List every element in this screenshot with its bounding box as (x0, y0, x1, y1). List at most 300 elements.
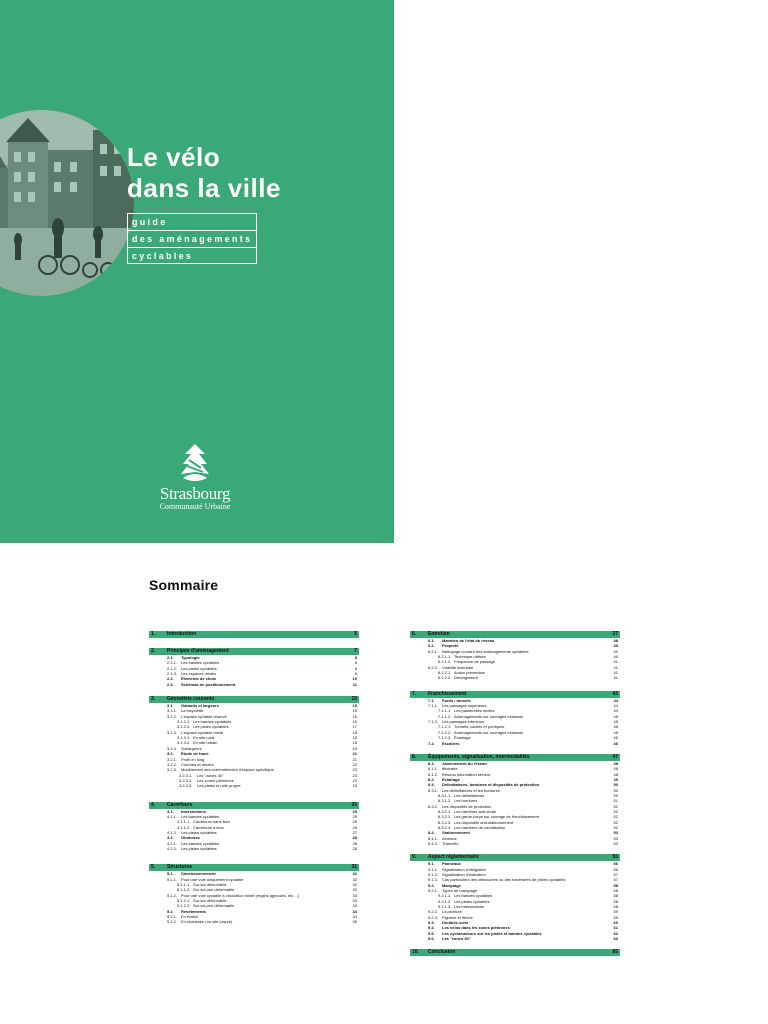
toc-entry-page: 48 (613, 766, 618, 772)
toc-entry-number: 8.1.2. (428, 771, 439, 777)
toc-entry-title: Dimensionnement (181, 871, 216, 877)
toc-entry-number: 5.2.1. (167, 914, 178, 920)
toc-entry-page: 62 (613, 930, 618, 936)
toc-entry-number: 9.2.1. (428, 888, 439, 894)
toc-entry-title: Les délimitateurs (454, 792, 485, 798)
toc-entry-title: Les pistes cyclables (181, 829, 217, 835)
toc-entry-page: 21 (352, 751, 357, 757)
toc-entry-title: Les dispositifs anti-stationnement (454, 819, 514, 825)
toc-entry-title: Gabarits et largeurs (181, 703, 219, 709)
toc-entry-title: Les passerelles mixtes (454, 708, 495, 714)
toc-entry-page: 21 (352, 756, 357, 762)
toc-entry-number: 5.2. (167, 908, 174, 914)
toc-entry-title: Les passages inférieurs (442, 719, 485, 725)
toc-entry-page: 18 (352, 740, 357, 746)
toc-entry-title: Technique utilisée (454, 654, 486, 660)
toc-entry-number: 7.1.1.2. (438, 713, 452, 719)
toc-entry-title: Sur sol peu déformable (193, 887, 235, 893)
toc-entry-page: 10 (352, 676, 357, 682)
toc-section (149, 696, 359, 789)
toc-section-page: 31 (351, 864, 357, 871)
toc-entry-number: 5.1.1.2. (177, 887, 191, 893)
toc-entry-title: En chaussée (ou site propre) (181, 919, 233, 925)
toc-entry-title: Action préventive (454, 670, 485, 676)
toc-entry-page: 28 (352, 840, 357, 846)
toc-entry-title: Surlargeurs (181, 745, 202, 751)
toc-section-number: 8. (412, 753, 417, 760)
toc-entry-number: 5.1.2. (167, 892, 178, 898)
toc-entry-number: 9.5. (428, 930, 435, 936)
toc-entry-page: 23 (352, 783, 357, 789)
toc-section-heading[interactable] (149, 802, 359, 809)
toc-entry-title: Les bordures (454, 798, 478, 804)
toc-entry-title: Cas particuliers des débouchés ou des traversées de pistes cyclables (442, 877, 566, 883)
toc-entry-number: 7.1.2.2. (438, 729, 452, 735)
toc-entry-title: Escaliers (442, 740, 460, 746)
toc-entry-page: 52 (613, 824, 618, 830)
toc-entry-page: 51 (613, 798, 618, 804)
toc-entry-title: Les "zones 30" (442, 936, 471, 942)
sommaire-title: Sommaire (149, 577, 219, 593)
toc-entry-page: 41 (613, 659, 618, 665)
toc-entry-page: 58 (613, 904, 618, 910)
toc-entry-page: 53 (613, 835, 618, 841)
toc-entry-title: Les pistes cyclables (193, 724, 229, 730)
toc-entry-title: Sur sol peu déformable (193, 903, 235, 909)
toc-entry-number: 9.4. (428, 925, 435, 931)
toc-entry-number: 2.1.3. (167, 671, 178, 677)
toc-entry-title: Maintien de l'état du réseau (442, 638, 495, 643)
toc-entry-number: 9.2.1.2. (438, 898, 452, 904)
toc-entry-page: 45 (613, 713, 618, 719)
toc-section-title: Entretien (428, 631, 450, 637)
toc-entry-title: Déneigement (454, 675, 478, 681)
toc-entry-page: 58 (613, 888, 618, 894)
toc-entry-title: L'espace cyclable mixte (181, 729, 224, 735)
strasbourg-logo (150, 442, 240, 511)
toc-section-number: 3. (151, 696, 156, 703)
toc-entry-number: 3.2.2. (167, 761, 178, 767)
toc-entry-page: 33 (352, 892, 357, 898)
toc-section-heading[interactable] (149, 864, 359, 871)
toc-entry-number: 8.3.2.3. (438, 819, 452, 825)
toc-entry[interactable] (149, 783, 359, 788)
logo-subtitle: Communauté Urbaine (159, 502, 231, 511)
toc-entry-page: 45 (613, 735, 618, 741)
toc-entry-title: Sur sol déformable (193, 898, 227, 904)
toc-entry-number: 6.2.2.1. (438, 670, 452, 676)
toc-section-heading[interactable] (410, 691, 620, 698)
strasbourg-emblem-icon (175, 442, 215, 484)
toc-entry-number: 3.2.3.2. (179, 777, 193, 783)
toc-entry-number: 5.1.1. (167, 876, 178, 882)
toc-entry-page: 46 (613, 740, 618, 746)
toc-entry-title: Jalonnement du réseau (442, 760, 487, 766)
toc-entry-number: 3.1.3.1. (177, 735, 191, 741)
toc-entry-title: Les pistes cyclables (181, 665, 217, 671)
toc-entry[interactable] (149, 919, 359, 924)
toc-entry-title: L'espace cyclable réservé (181, 713, 227, 719)
toc-section-heading[interactable] (149, 631, 359, 638)
toc-section-page: 25 (351, 801, 357, 808)
toc-entry-number: 9.2. (428, 882, 435, 888)
toc-section (410, 854, 620, 941)
toc-entry-page: 26 (352, 819, 357, 825)
toc-entry-title: Pour une voie uniquement cyclable (181, 876, 244, 882)
toc-section-title: Conclusion (428, 948, 456, 955)
toc-section (410, 949, 620, 956)
toc-entry-page: 59 (613, 909, 618, 915)
toc-entry-page: 33 (352, 903, 357, 909)
toc-entry-title: Délimitateurs, bordures et dispositifs de protection (442, 782, 540, 788)
toc-entry-number: 2.2. (167, 676, 174, 682)
toc-entry-page: 52 (613, 803, 618, 809)
toc-entry-page: 45 (613, 724, 618, 730)
toc-entry-title: Stationnement (442, 830, 470, 836)
toc-entry-title: Itinéraire (442, 766, 458, 772)
toc-entry-title: Giratoires (181, 835, 200, 841)
toc-entry-number: 7.1.1. (428, 703, 439, 709)
cover-subtitle-box (127, 213, 257, 264)
toc-section-number: 4. (151, 801, 156, 808)
toc-entry-title: Types de marquage (442, 888, 478, 894)
street-scene-image (0, 110, 134, 296)
cover-photo (0, 110, 134, 296)
cover-subtitle-line: guide (127, 213, 257, 230)
cover-subtitle-line: cyclables (127, 247, 257, 264)
toc-entry-number: 8.3.1.2. (438, 798, 452, 804)
toc-entry-title: Les bandes cyclables (454, 893, 493, 899)
toc-section-heading[interactable] (410, 754, 620, 761)
toc-entry-page: 49 (613, 776, 618, 782)
toc-entry-page: 32 (352, 876, 357, 882)
toc-entry-page: 33 (352, 898, 357, 904)
toc-entry-page: 59 (613, 914, 618, 920)
toc-entry-page: 53 (613, 830, 618, 836)
toc-entry-title: Réseau information service (442, 771, 491, 777)
toc-entry-title: Sur sol déformable (193, 882, 227, 887)
toc-entry-page: 11 (352, 681, 357, 687)
toc-entry-title: Les dispositifs de protection (442, 803, 492, 809)
toc-entry-number: 3.1.2.2. (177, 724, 191, 730)
toc-entry-title: Les bandes cyclables (181, 813, 220, 819)
toc-entry-number: 8.4.1. (428, 835, 439, 841)
toc-entry-number: 6.1. (428, 638, 435, 643)
toc-entry-title: Courbes et dévers (181, 761, 214, 767)
toc-entry-number: 7.1.2.3. (438, 735, 452, 741)
toc-entry[interactable] (410, 741, 620, 746)
toc-section-number: 6. (412, 631, 417, 637)
toc-entry-number: 7.1. (428, 697, 435, 703)
toc-entry-number: 8.3.1.1. (438, 792, 452, 798)
toc-section (149, 864, 359, 924)
logo-name: Strasbourg (159, 484, 231, 503)
toc-section-heading[interactable] (410, 854, 620, 861)
toc-entry-page: 40 (613, 643, 618, 649)
toc-entry-title: Panneaux (442, 861, 461, 867)
toc-entry-title: Signalisation d'obligation (442, 866, 486, 872)
toc-entry-title: Revêtements (181, 908, 206, 914)
toc-entry-number: 2.1.2. (167, 665, 178, 671)
toc-section-number: 2. (151, 648, 156, 654)
toc-entry-number: 5.1.2.1. (177, 898, 191, 904)
toc-entry-page: 57 (613, 877, 618, 883)
toc-entry-title: Les pistes cyclables (181, 845, 217, 851)
toc-entry-title: Doubles-sens (442, 920, 469, 926)
toc-entry-page: 41 (613, 664, 618, 670)
toc-entry-number: 8.1.1. (428, 766, 439, 772)
toc-entry-number: 3.1.2. (167, 713, 178, 719)
toc-section-page: 55 (612, 854, 618, 861)
toc-entry-title: La bicyclette (181, 708, 204, 714)
toc-entry-page: 23 (352, 772, 357, 778)
toc-entry-title: Les délimitateurs et les bordures (442, 787, 500, 793)
toc-entry-number: 3.2. (167, 751, 174, 757)
toc-entry-title: Les "zones 30" (197, 772, 224, 778)
toc-entry-number: 3.1.1. (167, 708, 178, 714)
toc-entry-page: 26 (352, 824, 357, 830)
toc-entry-number: 8.3.2. (428, 803, 439, 809)
toc-entry-page: 41 (613, 670, 618, 676)
toc-entry-page: 48 (613, 760, 618, 766)
toc-entry-page: 16 (352, 719, 357, 725)
toc-entry-number: 7.1.1.1. (438, 708, 452, 714)
toc-section-number: 1. (151, 631, 156, 637)
toc-entry-title: Éléments de choix (181, 676, 217, 682)
toc-entry-number: 3.2.3. (167, 767, 178, 773)
toc-section-page: 47 (612, 753, 618, 760)
toc-entry-number: 6.2.1.1. (438, 654, 452, 660)
toc-right-column (410, 631, 620, 956)
toc-entry-title: Marquage (442, 882, 461, 888)
toc-entry-title: Intersections (181, 808, 206, 814)
toc-entry-page: 40 (613, 648, 618, 654)
toc-entry-title: Profil en long (181, 756, 205, 762)
toc-section-number: 7. (412, 690, 417, 697)
toc-entry-page: 27 (352, 829, 357, 835)
toc-entry-page: 8 (354, 671, 357, 677)
toc-entry-page: 15 (352, 708, 357, 714)
toc-entry-title: Aménagements sur ouvrages existants (454, 729, 524, 735)
cover-title-line1: Le vélo (127, 142, 221, 172)
toc-entry-number: 4.2.1. (167, 840, 178, 846)
toc-entry-title: Propreté (442, 643, 459, 649)
toc-entry-title: En site rural (193, 735, 215, 741)
toc-section-page: 5 (354, 631, 357, 637)
toc-entry-page: 8 (354, 665, 357, 671)
toc-entry-number: 9.1.1. (428, 866, 439, 872)
toc-entry-page: 34 (352, 914, 357, 920)
toc-entry-title: Les bandes cyclables (181, 660, 220, 666)
toc-entry-page: 8 (354, 660, 357, 666)
toc-entry-title: Éclairage (442, 776, 460, 782)
toc-entry-page: 50 (613, 792, 618, 798)
toc-section-title: Structures (167, 864, 193, 871)
toc-entry-page: 16 (352, 713, 357, 719)
toc-entry[interactable] (410, 936, 620, 941)
toc-entry-page: 44 (613, 697, 618, 703)
toc-entry-title: Modèlement des extrémités/des d'espace spécifique (181, 767, 274, 773)
toc-section-number: 9. (412, 854, 417, 861)
toc-entry-title: Éclairage (454, 735, 471, 741)
toc-entry-page: 44 (613, 703, 618, 709)
toc-entry-page: 41 (613, 675, 618, 681)
toc-entry-title: Schémas de positionnement (181, 681, 236, 687)
toc-entry-page: 40 (613, 654, 618, 660)
toc-entry[interactable] (410, 841, 620, 846)
toc-entry-number: 9.3. (428, 920, 435, 926)
toc-entry-title: Carrefours à feux (193, 824, 224, 830)
toc-entry-page: 32 (352, 882, 357, 887)
toc-entry-number: 8.4. (428, 830, 435, 836)
toc-entry-page: 44 (613, 708, 618, 714)
toc-section-title: Franchissement (428, 690, 467, 697)
toc-section-number: 10. (412, 948, 419, 955)
toc-entry-page: 8 (354, 655, 357, 660)
toc-entry[interactable] (149, 846, 359, 851)
toc-entry-number: 4.1.1.2. (177, 824, 191, 830)
toc-entry-number: 3.1.3. (167, 729, 178, 735)
toc-entry-title: Les cyclomoteurs sur les pistes et bandes cyclables (442, 930, 542, 936)
toc-section-number: 5. (151, 864, 156, 871)
toc-section-title: Carrefours (167, 801, 193, 808)
toc-entry-page: 35 (352, 919, 357, 925)
toc-entry-number: 9.1.3. (428, 877, 439, 883)
toc-entry-number: 8.3.2.1. (438, 808, 452, 814)
toc-entry-number: 6.2.1. (428, 648, 439, 654)
toc-entry-page: 52 (613, 819, 618, 825)
toc-entry-page: 23 (352, 777, 357, 783)
toc-entry-number: 3.2.1. (167, 756, 178, 762)
toc-entry-title: Les garde-corps sur ouvrage de franchissement (454, 814, 539, 820)
toc-entry-number: 5.1. (167, 871, 174, 877)
toc-entry-title: Les barrières anti-chute (454, 808, 497, 814)
toc-section (149, 631, 359, 638)
cover (0, 0, 394, 543)
toc-section (149, 802, 359, 852)
toc-section-title: Aspect réglementaire (428, 854, 479, 861)
toc-entry-page: 19 (352, 745, 357, 751)
toc-entry-page: 34 (352, 908, 357, 914)
toc-entry-title: Carrefours sans feux (193, 819, 231, 825)
toc-entry-title: Nettoyage courant des aménagements cyclables (442, 648, 529, 654)
toc-section-heading[interactable] (410, 631, 620, 638)
toc-entry-title: Les intersections (454, 904, 485, 910)
toc-entry-title: Signalisation d'indication (442, 872, 486, 878)
toc-entry-title: Arceaux (442, 835, 457, 841)
toc-entry-page: 25 (352, 813, 357, 819)
toc-section-heading[interactable] (149, 648, 359, 655)
toc-section (149, 648, 359, 687)
toc-entry-number: 8.4.2. (428, 841, 439, 846)
toc-entry-number: 6.2.1.2. (438, 659, 452, 665)
toc-entry-page: 63 (613, 936, 618, 942)
toc-entry-number: 9.2.1.1. (438, 893, 452, 899)
toc-entry-number: 8.2. (428, 776, 435, 782)
toc-entry-page: 50 (613, 782, 618, 788)
toc-section-heading[interactable] (410, 949, 620, 956)
toc-entry-number: 9.6. (428, 936, 435, 942)
toc-entry-title: Étude de tracé (181, 751, 209, 757)
toc-entry-page: 58 (613, 898, 618, 904)
toc-entry[interactable] (149, 682, 359, 687)
toc-entry-title: Les barrières de canalisation (454, 824, 506, 830)
toc-section-page: 15 (351, 696, 357, 703)
toc-section-title: Introduction (167, 631, 197, 637)
toc-entry-page: 18 (352, 729, 357, 735)
cover-subtitle-line: des aménagements (127, 230, 257, 247)
toc-entry-page: 18 (352, 735, 357, 741)
toc-section-page: 65 (612, 948, 618, 955)
toc-entry-title: Les pistes en site propre (197, 783, 241, 789)
toc-entry-number: 4.1.1. (167, 813, 178, 819)
toc-entry-number: 4.2. (167, 835, 174, 841)
toc-entry-number: 3.1.4. (167, 745, 178, 751)
toc-entry-number: 4.1. (167, 808, 174, 814)
toc-left-column (149, 631, 359, 925)
toc-entry-number: 2.1.1. (167, 660, 178, 666)
toc-entry-page: 32 (352, 887, 357, 893)
toc-section-heading[interactable] (149, 696, 359, 703)
cover-title (127, 142, 281, 204)
toc-entry-number: 9.1. (428, 861, 435, 867)
toc-entry-page: 53 (613, 841, 618, 846)
toc-entry-number: 8.3. (428, 782, 435, 788)
toc-section-title: Équipements, signalisation, intermodalités (428, 753, 530, 760)
toc-entry-number: 4.1.1.1. (177, 819, 191, 825)
toc-entry-title: Les vélos dans les zones piétonnes (442, 925, 510, 931)
toc-entry-title: Les pistes cyclables (454, 898, 490, 904)
toc-entry-number: 3.2.3.3. (179, 783, 193, 789)
toc-entry-title: Tunnels, cadres et portiques (454, 724, 505, 730)
toc-entry-page: 58 (613, 882, 618, 888)
toc-entry-title: En trottoir (181, 914, 199, 920)
toc-entry-page: 52 (613, 808, 618, 814)
toc-entry-number: 2.1. (167, 655, 174, 660)
toc-entry-page: 56 (613, 861, 618, 867)
toc-entry-title: Typologie (181, 655, 200, 660)
toc-section-title: Principes d'aménagement (167, 648, 229, 654)
toc-entry-title: Les zones piétonnes (197, 777, 234, 783)
cover-title-line2: dans la ville (127, 173, 281, 203)
toc-entry-page: 56 (613, 866, 618, 872)
toc-entry-title: Les passages supérieurs (442, 703, 487, 709)
toc-entry-page: 45 (613, 729, 618, 735)
toc-entry-number: 8.3.1. (428, 787, 439, 793)
toc-entry-number: 3.1. (167, 703, 174, 709)
toc-entry-number: 5.2.2. (167, 919, 178, 925)
toc-entry-page: 28 (352, 835, 357, 841)
toc-entry[interactable] (410, 675, 620, 680)
toc-section-page: 43 (612, 690, 618, 697)
toc-entry-number: 2.3. (167, 681, 174, 687)
toc-entry-title: Aménagements sur ouvrages existants (454, 713, 524, 719)
toc-entry-page: 17 (352, 724, 357, 730)
toc-entry-page: 32 (352, 871, 357, 877)
toc-entry-number: 9.2.2. (428, 909, 439, 915)
toc-entry-number: 4.2.2. (167, 845, 178, 851)
toc-entry-page: 61 (613, 925, 618, 931)
toc-entry-page: 48 (613, 771, 618, 777)
toc-section-title: Géométrie courante (167, 696, 215, 703)
toc-entry-number: 9.1.2. (428, 872, 439, 878)
toc-entry-title: Les bandes cyclables (181, 840, 220, 846)
toc-entry-page: 45 (613, 719, 618, 725)
toc-section (410, 691, 620, 746)
toc-entry-number: 7.1.2.1. (438, 724, 452, 730)
toc-section-page: 7 (354, 648, 357, 654)
toc-entry-page: 50 (613, 787, 618, 793)
